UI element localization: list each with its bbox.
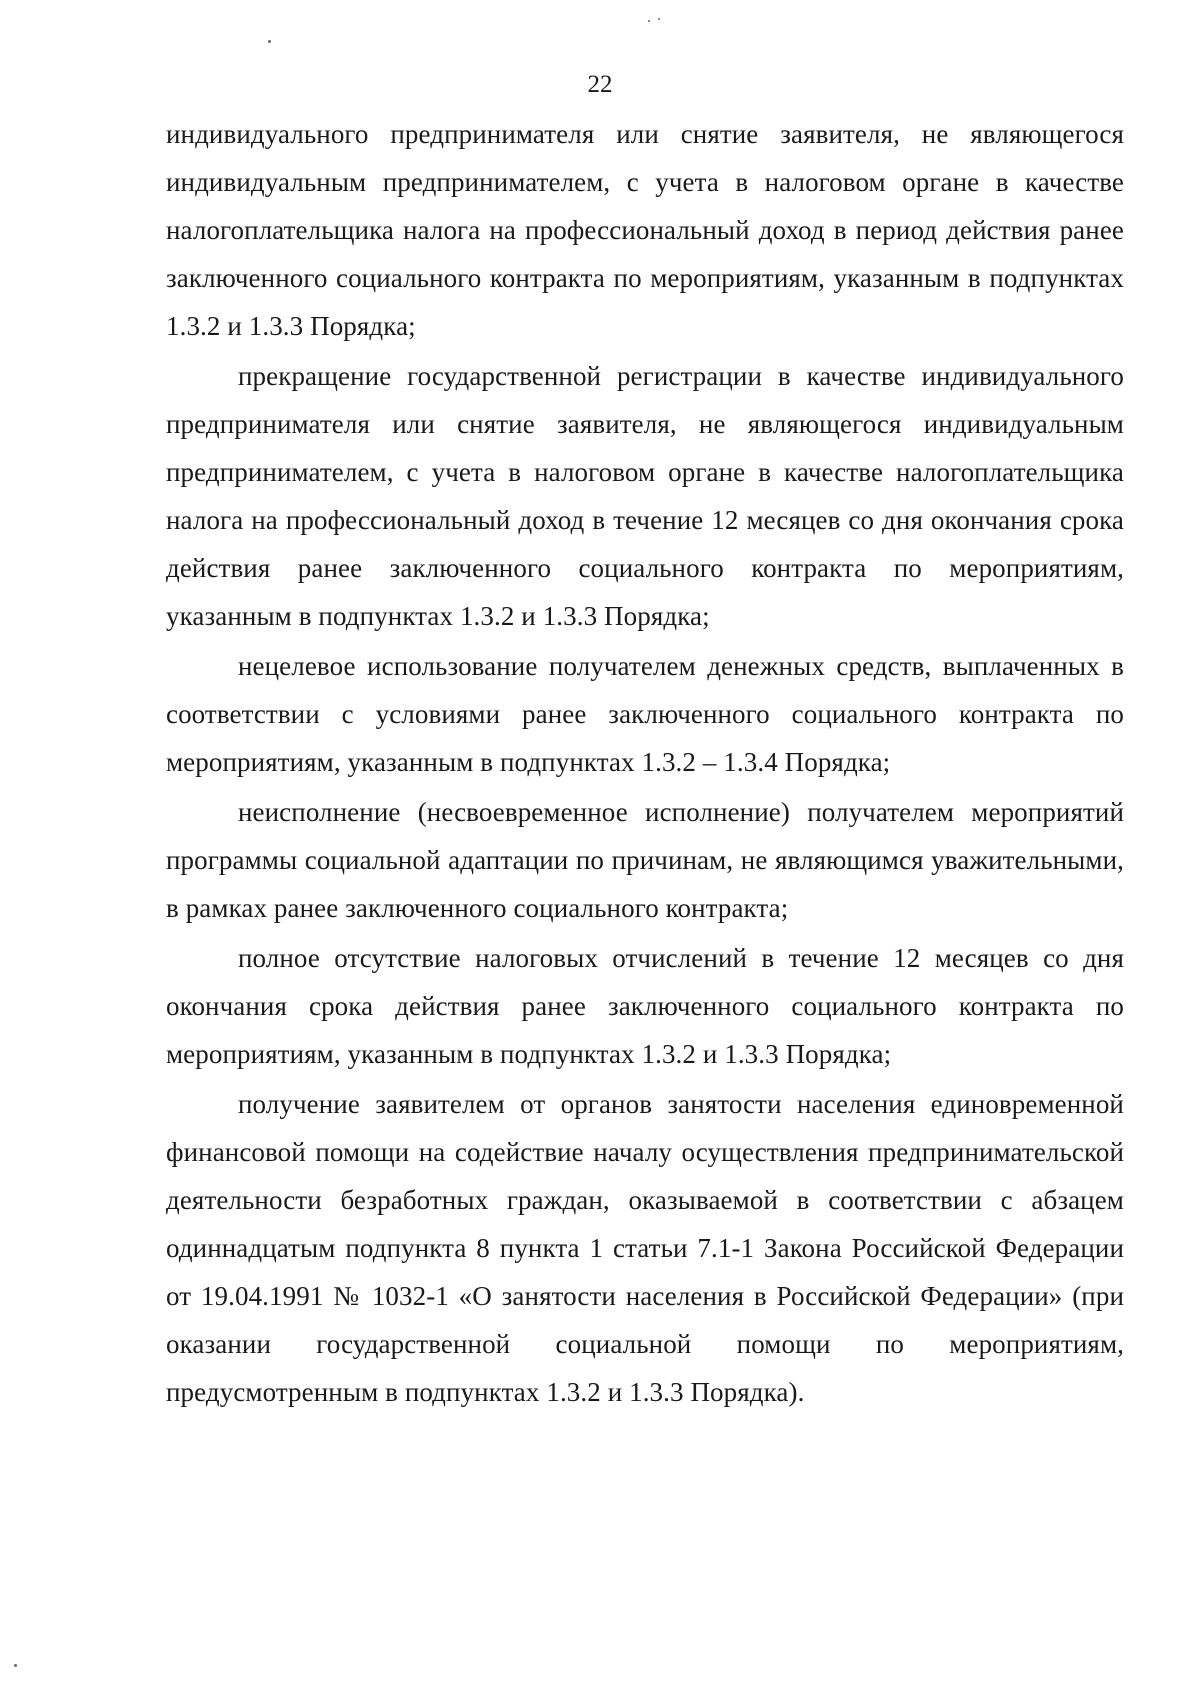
scan-speck (14, 1664, 17, 1667)
paragraph: нецелевое использование получателем денежных средств, выплаченных в соответствии с условиями ранее заключенного социального контракта по мероприятиям, указанным в подпунктах 1.3.2 – 1.3.4 Порядка; (166, 651, 1124, 777)
paragraph: получение заявителем от органов занятости населения единовременной финансовой помощи на содействие началу осуществления предпринимательской деятельности безработных граждан, оказываемой в соответствии с абзацем одиннадцатым подпункта 8 пункта 1 статьи 7.1-1 Закона Российской Федерации от 19.04.1991 № 1032-1 «О занятости населения в Российской Федерации» (при оказании государственной социальной помощи по мероприятиям, предусмотренным в подпунктах 1.3.2 и 1.3.3 Порядка). (166, 1089, 1124, 1407)
scan-speck (268, 40, 271, 43)
paragraph-continuation: индивидуального предпринимателя или снятие заявителя, не являющегося индивидуальным предпринимателем, с учета в налоговом органе в качестве налогоплательщика налога на профессиональный доход в период действия ранее заключенного социального контракта по мероприятиям, указанным в подпунктах 1.3.2 и 1.3.3 Порядка; (166, 119, 1124, 341)
page-number: 22 (587, 71, 613, 98)
body-text (166, 110, 1124, 1418)
paragraph: неисполнение (несвоевременное исполнение) получателем мероприятий программы социальной адаптации по причинам, не являющимся уважительными, в рамках ранее заключенного социального контракта; (166, 797, 1124, 923)
paragraph: прекращение государственной регистрации в качестве индивидуального предпринимателя или снятие заявителя, не являющегося индивидуальным предпринимателем, с учета в налоговом органе в качестве налогоплательщика налога на профессиональный доход в течение 12 месяцев со дня окончания срока действия ранее заключенного социального контракта по мероприятиям, указанным в подпунктах 1.3.2 и 1.3.3 Порядка; (166, 361, 1124, 631)
scan-speck (658, 18, 660, 20)
paragraph: полное отсутствие налоговых отчислений в течение 12 месяцев со дня окончания срока действия ранее заключенного социального контракта по мероприятиям, указанным в подпунктах 1.3.2 и 1.3.3 Порядка; (166, 943, 1124, 1069)
scan-speck (648, 20, 650, 22)
